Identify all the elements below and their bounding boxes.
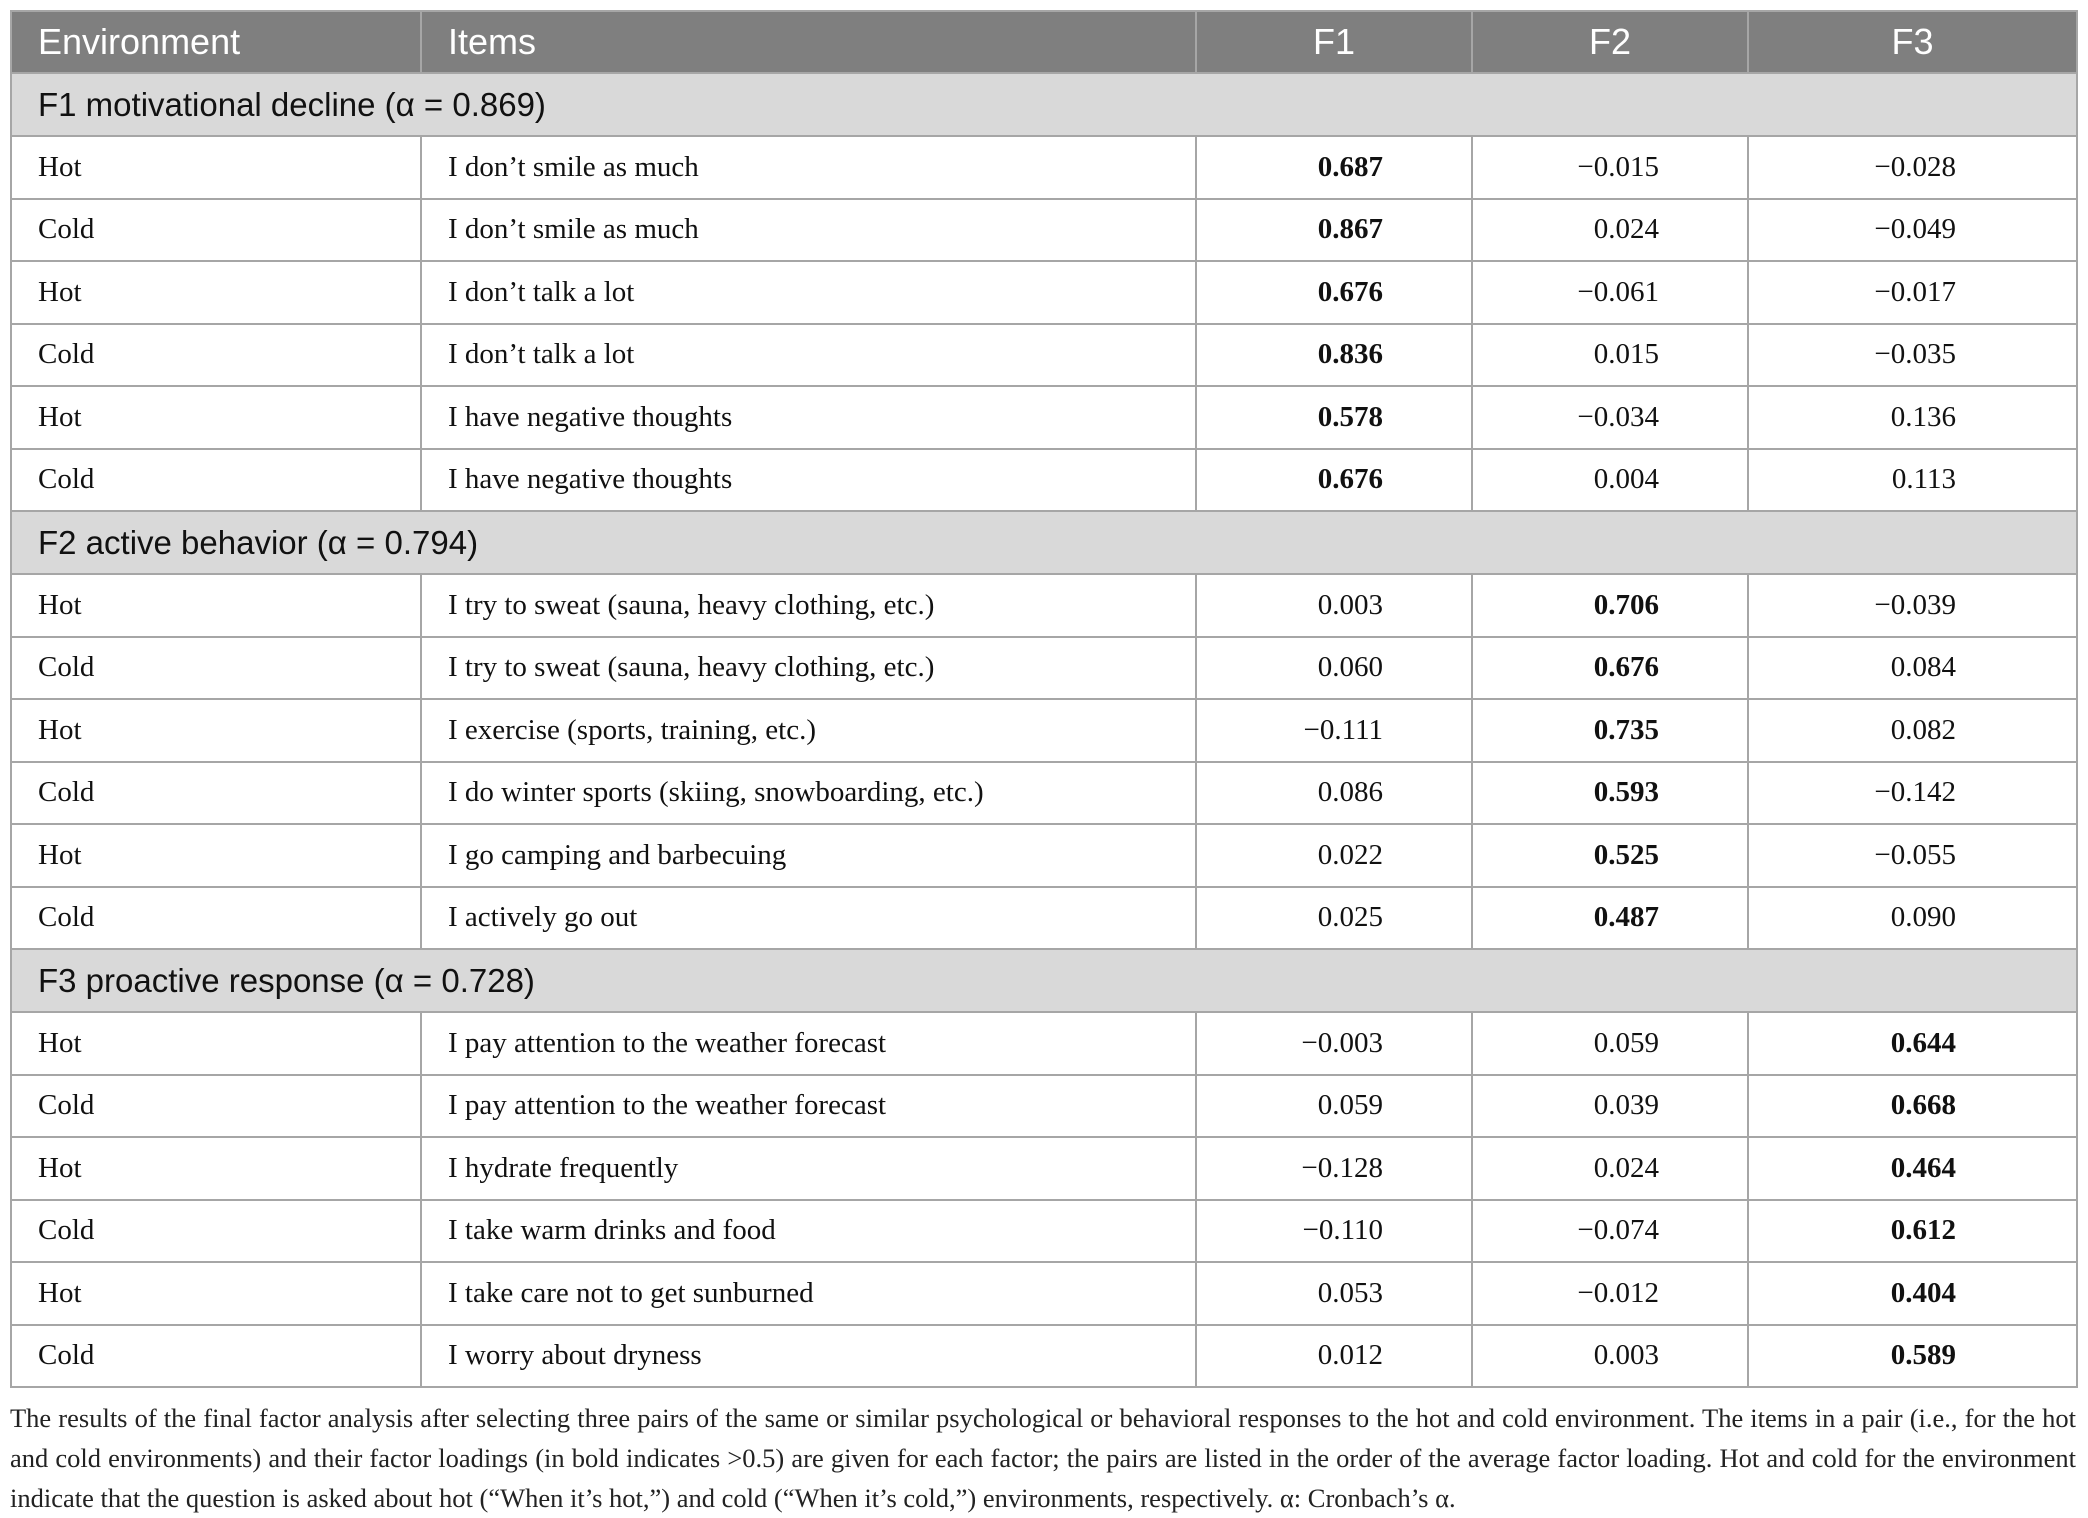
table-row [11, 449, 2077, 512]
f1-loading-cell: 0.022 [1196, 824, 1472, 887]
item-cell: I pay attention to the weather forecast [421, 1012, 1196, 1075]
header-f2: F2 [1472, 11, 1748, 73]
item-cell: I take care not to get sunburned [421, 1262, 1196, 1325]
environment-cell: Cold [11, 449, 421, 512]
f1-loading-cell: −0.128 [1196, 1137, 1472, 1200]
section-header-row [11, 949, 2077, 1012]
environment-cell: Hot [11, 1262, 421, 1325]
table-row [11, 762, 2077, 825]
item-cell: I actively go out [421, 887, 1196, 950]
f3-loading-cell: 0.612 [1748, 1200, 2077, 1263]
factor-table-container [10, 10, 2076, 1388]
f3-loading-cell: −0.049 [1748, 199, 2077, 262]
environment-cell: Hot [11, 136, 421, 199]
environment-cell: Cold [11, 1200, 421, 1263]
f2-loading-cell: 0.735 [1472, 699, 1748, 762]
f3-loading-cell: 0.668 [1748, 1075, 2077, 1138]
f3-loading-cell: −0.028 [1748, 136, 2077, 199]
table-row [11, 261, 2077, 324]
environment-cell: Cold [11, 1325, 421, 1388]
f2-loading-cell: −0.074 [1472, 1200, 1748, 1263]
header-f1: F1 [1196, 11, 1472, 73]
f1-loading-cell: 0.059 [1196, 1075, 1472, 1138]
f3-loading-cell: 0.082 [1748, 699, 2077, 762]
f1-loading-cell: 0.086 [1196, 762, 1472, 825]
table-row [11, 1262, 2077, 1325]
table-row [11, 386, 2077, 449]
header-environment: Environment [11, 11, 421, 73]
f1-loading-cell: 0.867 [1196, 199, 1472, 262]
f3-loading-cell: −0.017 [1748, 261, 2077, 324]
table-header [11, 11, 2077, 73]
f1-loading-cell: −0.110 [1196, 1200, 1472, 1263]
item-cell: I worry about dryness [421, 1325, 1196, 1388]
environment-cell: Cold [11, 887, 421, 950]
f1-loading-cell: 0.687 [1196, 136, 1472, 199]
item-cell: I hydrate frequently [421, 1137, 1196, 1200]
environment-cell: Hot [11, 574, 421, 637]
f1-loading-cell: 0.676 [1196, 261, 1472, 324]
item-cell: I do winter sports (skiing, snowboarding, etc.) [421, 762, 1196, 825]
f1-loading-cell: 0.676 [1196, 449, 1472, 512]
item-cell: I have negative thoughts [421, 449, 1196, 512]
table-row [11, 699, 2077, 762]
section-title: F2 active behavior (α = 0.794) [11, 511, 2077, 574]
item-cell: I have negative thoughts [421, 386, 1196, 449]
f2-loading-cell: 0.024 [1472, 1137, 1748, 1200]
item-cell: I pay attention to the weather forecast [421, 1075, 1196, 1138]
f1-loading-cell: 0.025 [1196, 887, 1472, 950]
header-row [11, 11, 2077, 73]
f1-loading-cell: −0.111 [1196, 699, 1472, 762]
table-row [11, 824, 2077, 887]
f3-loading-cell: 0.644 [1748, 1012, 2077, 1075]
f2-loading-cell: −0.015 [1472, 136, 1748, 199]
f2-loading-cell: 0.487 [1472, 887, 1748, 950]
environment-cell: Hot [11, 1137, 421, 1200]
header-items: Items [421, 11, 1196, 73]
item-cell: I try to sweat (sauna, heavy clothing, etc.) [421, 637, 1196, 700]
table-row [11, 199, 2077, 262]
f3-loading-cell: 0.404 [1748, 1262, 2077, 1325]
f3-loading-cell: −0.039 [1748, 574, 2077, 637]
factor-loading-table [10, 10, 2078, 1388]
environment-cell: Hot [11, 261, 421, 324]
f3-loading-cell: −0.142 [1748, 762, 2077, 825]
f3-loading-cell: −0.035 [1748, 324, 2077, 387]
environment-cell: Cold [11, 324, 421, 387]
section-title: F3 proactive response (α = 0.728) [11, 949, 2077, 1012]
item-cell: I try to sweat (sauna, heavy clothing, etc.) [421, 574, 1196, 637]
environment-cell: Cold [11, 1075, 421, 1138]
environment-cell: Hot [11, 1012, 421, 1075]
item-cell: I don’t talk a lot [421, 261, 1196, 324]
f1-loading-cell: 0.578 [1196, 386, 1472, 449]
f1-loading-cell: 0.053 [1196, 1262, 1472, 1325]
table-row [11, 1012, 2077, 1075]
table-row [11, 324, 2077, 387]
table-row [11, 1200, 2077, 1263]
f3-loading-cell: 0.090 [1748, 887, 2077, 950]
f2-loading-cell: 0.039 [1472, 1075, 1748, 1138]
table-footnote: The results of the final factor analysis after selecting three pairs of the same or similar psychological or behavioral responses to the hot and cold environment. The items in a pair (i.e., for the hot and cold environments) and their factor loadings (in bold indicates >0.5) are given for each factor; the pairs are listed in the order of the average factor loading. Hot and cold for the environment indicate that the question is asked about hot (“When it’s hot,”) and cold (“When it’s cold,”) environments, respectively. α: Cronbach’s α. [10, 1403, 2076, 1513]
environment-cell: Cold [11, 762, 421, 825]
f2-loading-cell: 0.706 [1472, 574, 1748, 637]
environment-cell: Hot [11, 699, 421, 762]
item-cell: I take warm drinks and food [421, 1200, 1196, 1263]
table-row [11, 574, 2077, 637]
f2-loading-cell: 0.015 [1472, 324, 1748, 387]
f2-loading-cell: 0.003 [1472, 1325, 1748, 1388]
f1-loading-cell: 0.012 [1196, 1325, 1472, 1388]
item-cell: I don’t smile as much [421, 199, 1196, 262]
f3-loading-cell: 0.136 [1748, 386, 2077, 449]
f2-loading-cell: 0.059 [1472, 1012, 1748, 1075]
f1-loading-cell: 0.003 [1196, 574, 1472, 637]
section-header-row [11, 511, 2077, 574]
table-row [11, 637, 2077, 700]
f2-loading-cell: −0.034 [1472, 386, 1748, 449]
table-row [11, 887, 2077, 950]
f3-loading-cell: 0.589 [1748, 1325, 2077, 1388]
item-cell: I don’t talk a lot [421, 324, 1196, 387]
f2-loading-cell: 0.676 [1472, 637, 1748, 700]
table-row [11, 1325, 2077, 1388]
table-row [11, 1137, 2077, 1200]
f2-loading-cell: 0.525 [1472, 824, 1748, 887]
table-body [11, 73, 2077, 1387]
section-header-row [11, 73, 2077, 136]
f1-loading-cell: −0.003 [1196, 1012, 1472, 1075]
environment-cell: Cold [11, 637, 421, 700]
environment-cell: Hot [11, 386, 421, 449]
table-row [11, 1075, 2077, 1138]
f3-loading-cell: 0.464 [1748, 1137, 2077, 1200]
environment-cell: Cold [11, 199, 421, 262]
f3-loading-cell: 0.084 [1748, 637, 2077, 700]
item-cell: I go camping and barbecuing [421, 824, 1196, 887]
f2-loading-cell: 0.593 [1472, 762, 1748, 825]
item-cell: I exercise (sports, training, etc.) [421, 699, 1196, 762]
f3-loading-cell: 0.113 [1748, 449, 2077, 512]
f2-loading-cell: 0.004 [1472, 449, 1748, 512]
table-row [11, 136, 2077, 199]
f1-loading-cell: 0.836 [1196, 324, 1472, 387]
section-title: F1 motivational decline (α = 0.869) [11, 73, 2077, 136]
environment-cell: Hot [11, 824, 421, 887]
f1-loading-cell: 0.060 [1196, 637, 1472, 700]
f2-loading-cell: −0.061 [1472, 261, 1748, 324]
f3-loading-cell: −0.055 [1748, 824, 2077, 887]
f2-loading-cell: 0.024 [1472, 199, 1748, 262]
header-f3: F3 [1748, 11, 2077, 73]
item-cell: I don’t smile as much [421, 136, 1196, 199]
f2-loading-cell: −0.012 [1472, 1262, 1748, 1325]
